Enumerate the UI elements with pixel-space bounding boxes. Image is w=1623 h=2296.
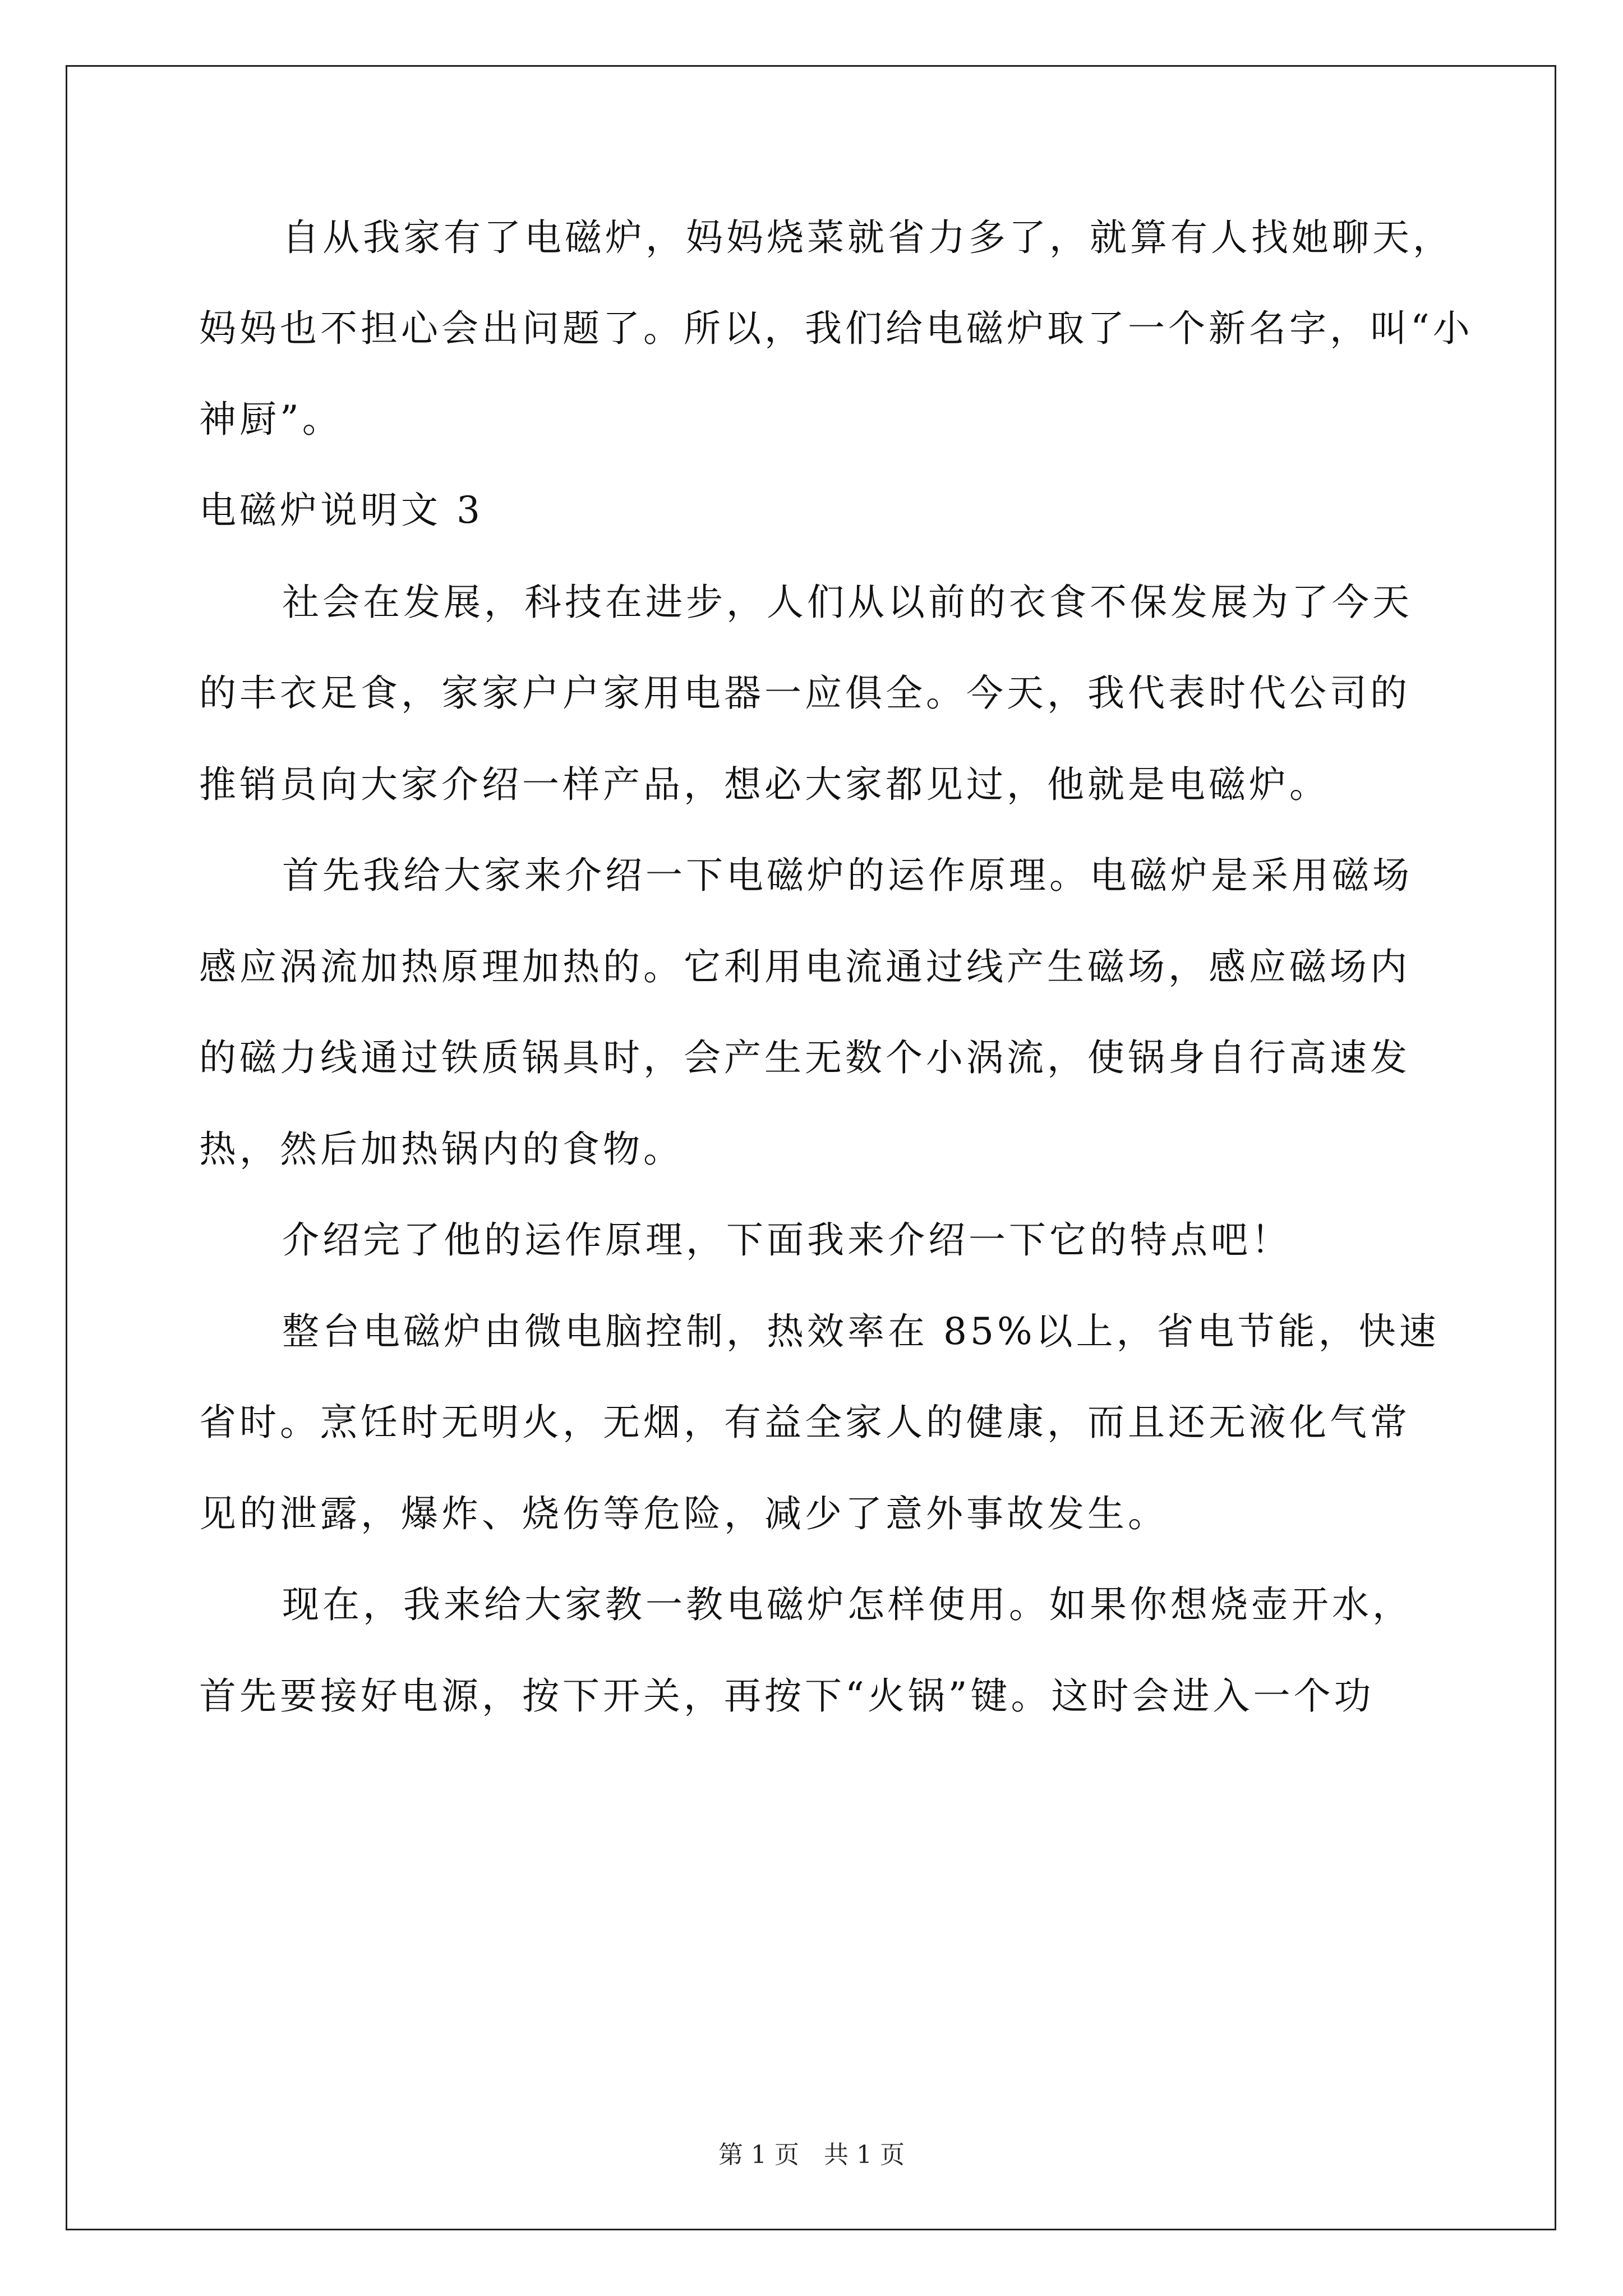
text-line: 热，然后加热锅内的食物。 [199,1128,684,1171]
text-line: 感应涡流加热原理加热的。它利用电流通过线产生磁场，感应磁场内 [199,945,1410,988]
paragraph-1 [199,215,1453,260]
text-line: 妈妈也不担心会出问题了。所以，我们给电磁炉取了一个新名字，叫“小 [199,307,1473,350]
text-line: 的丰衣足食，家家户户家用电器一应俱全。今天，我代表时代公司的 [199,671,1410,715]
text-line: 首先我给大家来介绍一下电磁炉的运作原理。电磁炉是采用磁场 [282,854,1413,897]
section-heading: 电磁炉说明文 3 [199,489,483,532]
text-line: 首先要接好电源，按下开关，再按下“火锅”键。这时会进入一个功 [199,1674,1375,1718]
text-line: 见的泄露，爆炸、烧伤等危险，减少了意外事故发生。 [199,1492,1168,1535]
text-line: 自从我家有了电磁炉，妈妈烧菜就省力多了，就算有人找她聊天， [282,216,1453,259]
text-line: 社会在发展，科技在进步，人们从以前的衣食不保发展为了今天 [282,581,1413,624]
text-line: 的磁力线通过铁质锅具时，会产生无数个小涡流，使锅身自行高速发 [199,1036,1410,1079]
page-footer: 第 1 页 共 1 页 [718,2141,905,2169]
text-line: 省时。烹饪时无明火，无烟，有益全家人的健康，而且还无液化气常 [199,1401,1410,1444]
text-line: 介绍完了他的运作原理，下面我来介绍一下它的特点吧！ [282,1218,1292,1262]
text-line: 推销员向大家介绍一样产品，想必大家都见过，他就是电磁炉。 [199,763,1330,806]
text-line: 神厨”。 [199,398,343,441]
text-line: 现在，我来给大家教一教电磁炉怎样使用。如果你想烧壶开水， [282,1583,1413,1626]
text-line: 整台电磁炉由微电脑控制，热效率在 85%以上，省电节能，快速 [282,1310,1440,1353]
